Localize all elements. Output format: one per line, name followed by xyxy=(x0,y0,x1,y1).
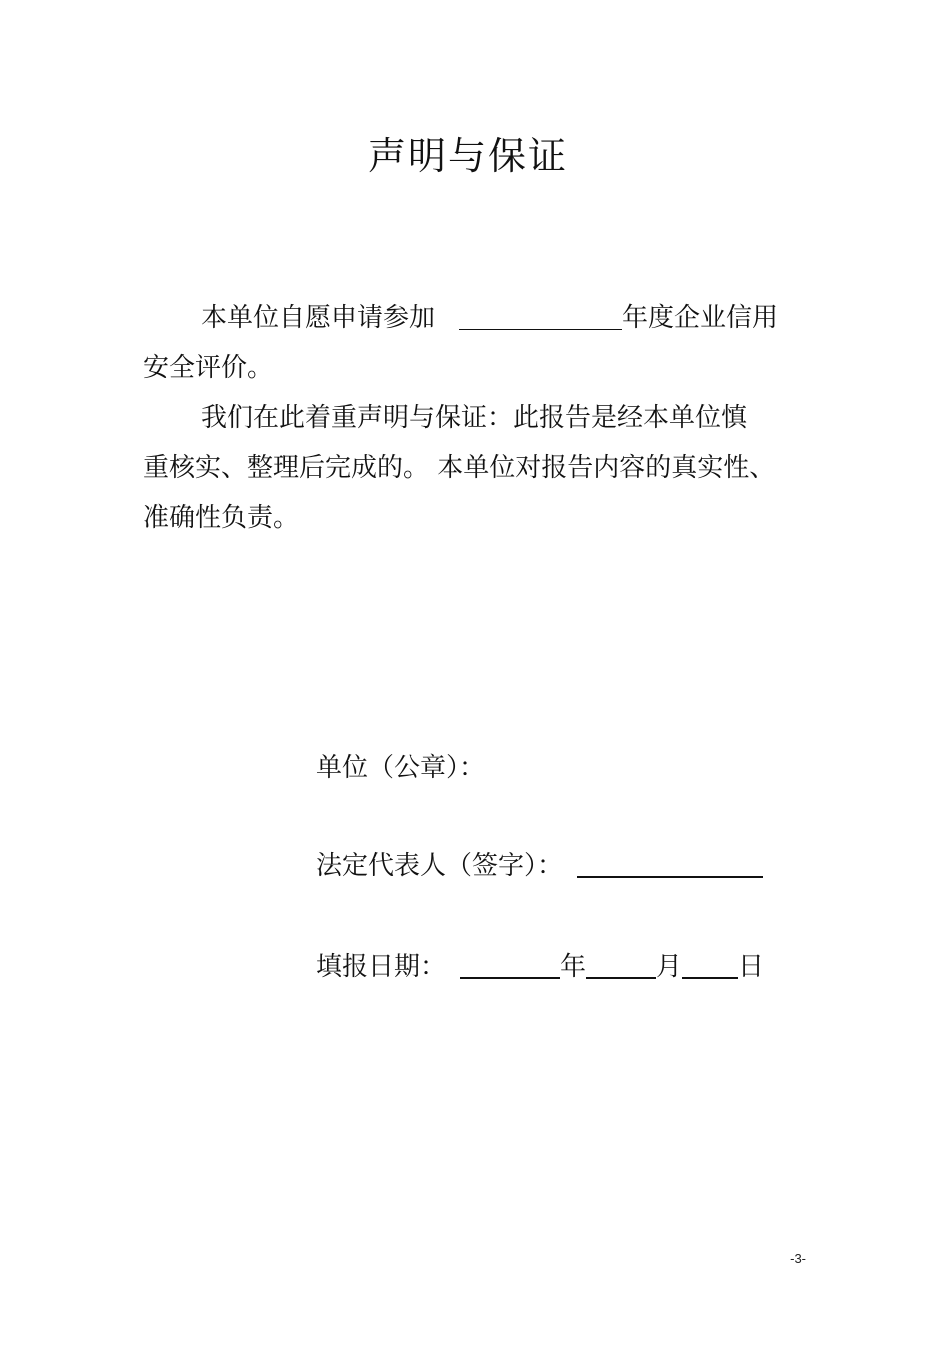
date-day-blank[interactable] xyxy=(682,949,738,979)
day-unit: 日 xyxy=(738,952,765,982)
paragraph-2-line-1: 我们在此着重声明与保证：此报告是经本单位慎 xyxy=(201,403,748,433)
date-month-blank[interactable] xyxy=(586,949,656,979)
date-year-blank[interactable] xyxy=(460,949,560,979)
legal-rep-row xyxy=(316,846,763,886)
year-credit-text: 年度企业信用 xyxy=(622,303,779,333)
paragraph-2-line-2: 重核实、整理后完成的。 本单位对报告内容的真实性、 xyxy=(143,453,776,483)
year-blank[interactable] xyxy=(459,301,622,330)
page-title: 声明与保证 xyxy=(367,134,568,178)
paragraph-1-line-1 xyxy=(201,293,778,343)
fill-date-label: 填报日期： xyxy=(316,952,447,982)
paragraph-2-line-3: 准确性负责。 xyxy=(143,503,300,533)
unit-seal-row xyxy=(316,748,485,788)
legal-rep-signature-blank[interactable] xyxy=(577,848,763,878)
page-number: -3- xyxy=(790,1251,806,1266)
legal-rep-label: 法定代表人（签字）： xyxy=(316,851,564,881)
fill-date-row xyxy=(316,947,764,987)
year-unit: 年 xyxy=(560,952,587,982)
apply-text: 本单位自愿申请参加 xyxy=(201,303,436,333)
month-unit: 月 xyxy=(656,952,683,982)
paragraph-1-line-2: 安全评价。 xyxy=(143,353,274,383)
unit-seal-label: 单位（公章）： xyxy=(316,753,486,783)
